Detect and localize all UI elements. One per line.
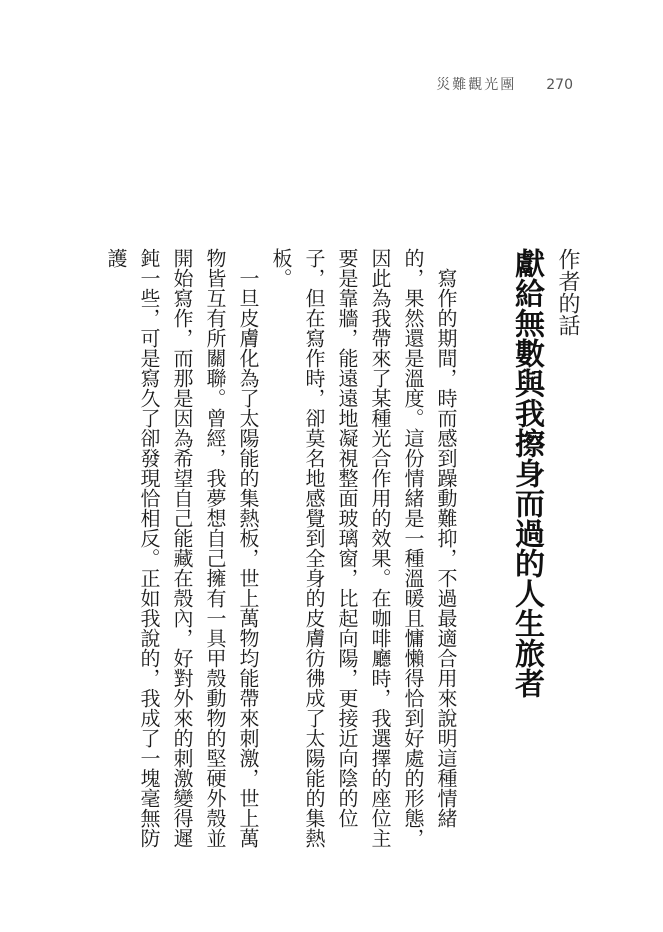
body-text — [99, 248, 462, 848]
book-title: 災難觀光團 — [436, 77, 517, 93]
page-number: 270 — [546, 77, 573, 93]
vertical-text-block — [63, 248, 583, 848]
paragraph-1: 寫作的期間，時而感到躁動難抑，不過最適合用來說明這種情緒的，果然還是溫度。這份情緒是一種溫暖且慵懶得恰到好處的形態，因此為我帶來了某種光合作用的效果。在咖啡廳時，我選擇的座位主要是靠牆，能遠遠地凝視整面玻璃窗，比起向陽，更接近向陰的位子，但在寫作時，卻莫名地感覺到全身的皮膚彷彿成了太陽能的集熱板。 — [269, 248, 458, 848]
paragraph-2: 一旦皮膚化為了太陽能的集熱板，世上萬物均能帶來刺激，世上萬物皆互有所關聯。曾經，我夢想自己擁有一具甲殼動物的堅硬外殼並開始寫作，而那是因為希望自己能藏在殼內，好對外來的刺激變得遲鈍一些，可是寫久了卻發現恰相反。正如我說的，我成了一塊毫無防護 — [104, 248, 260, 848]
running-header — [436, 74, 573, 94]
section-label: 作者的話 — [555, 248, 580, 336]
chapter-title: 獻給無數與我擦身而過的人生旅者 — [509, 248, 544, 698]
